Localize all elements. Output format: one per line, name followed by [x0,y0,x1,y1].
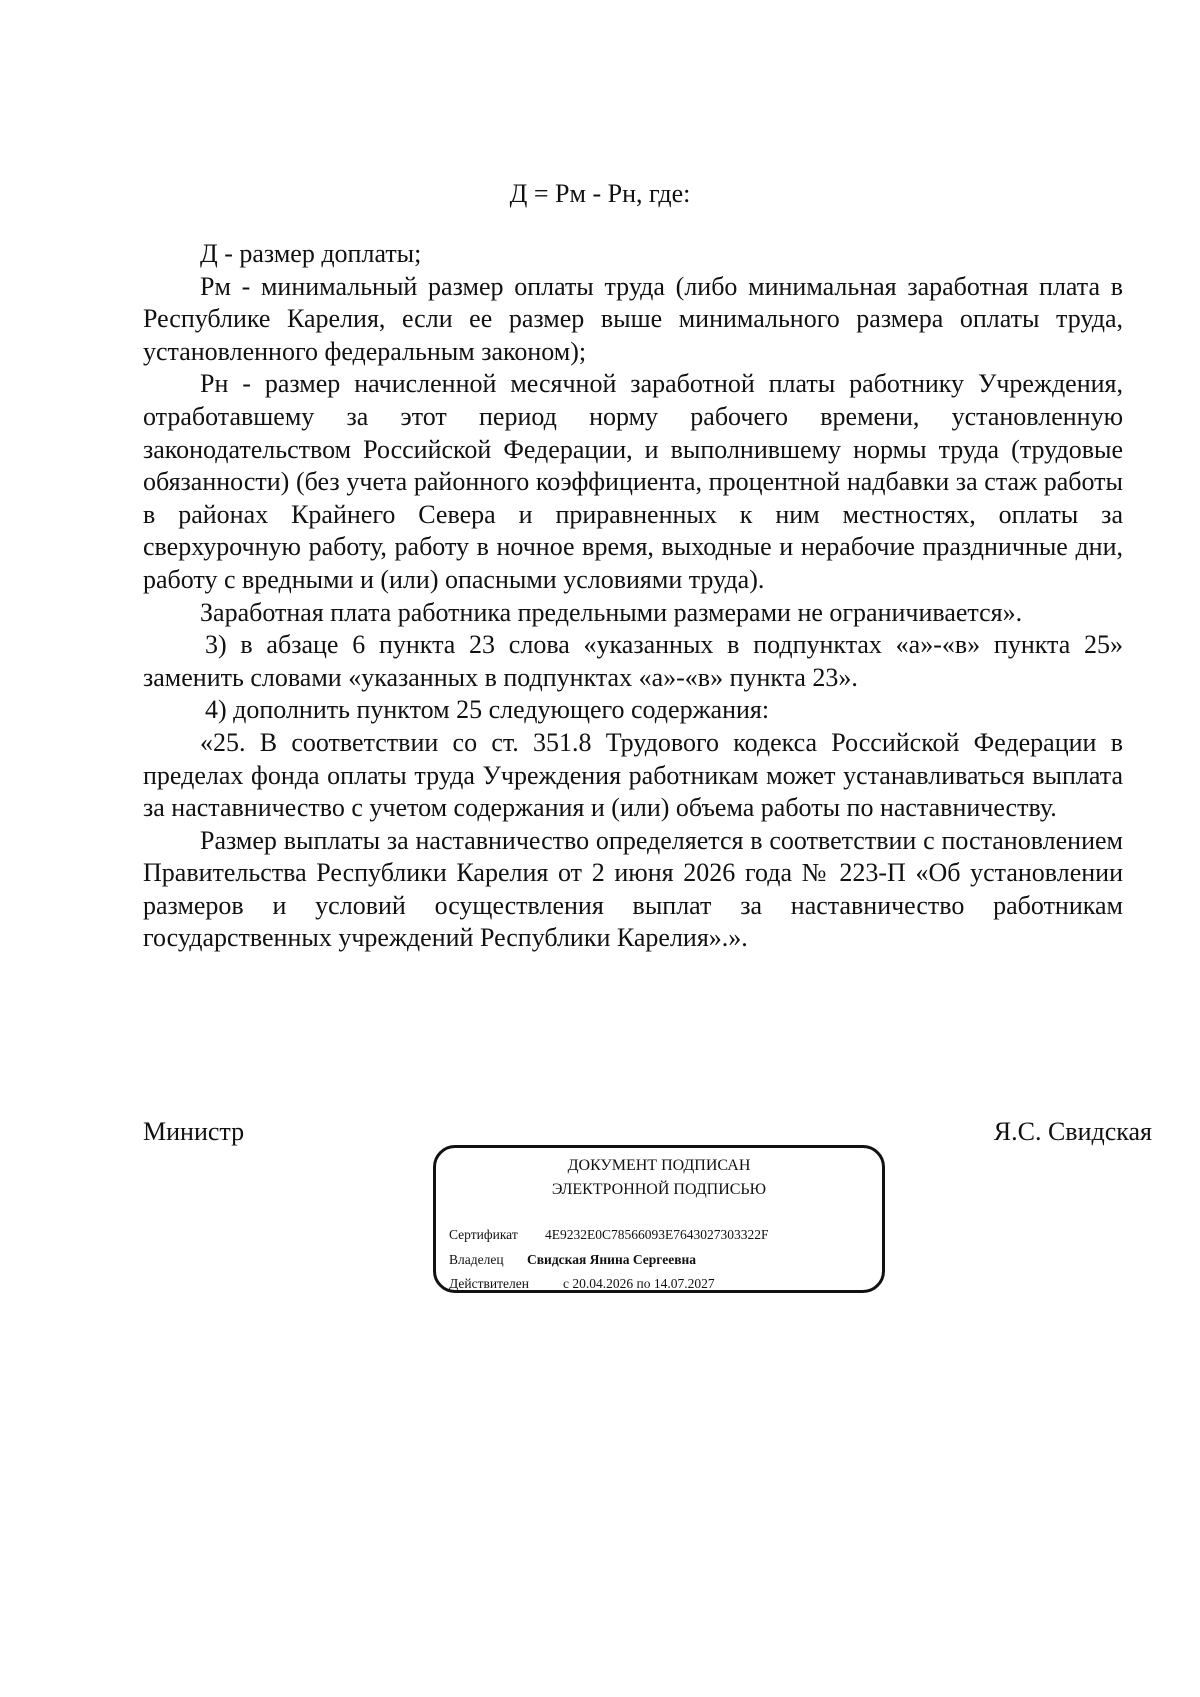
paragraph-item-3: 3) в абзаце 6 пункта 23 слова «указанных в подпунктах «а»-«в» пункта 25» заменить словами «указанных в подпунктах «а»-«в» пункта 23». [143,630,1123,692]
stamp-details [449,1223,769,1297]
paragraph-item-4: 4) дополнить пунктом 25 следующего содержания: [205,695,770,725]
paragraph-point-25: «25. В соответствии со ст. 351.8 Трудового кодекса Российской Федерации в пределах фонда оплаты труда Учреждения работникам может устанавливаться выплата за наставничество с учетом содержания и (или) объема работы по наставничеству. [143,727,1123,823]
stamp-validity-row [449,1272,769,1297]
paragraph-mentorship-payment: Размер выплаты за наставничество определяется в соответствии с постановлением Правительства Республики Карелия от 2 июня 2026 года № 223-П «Об установлении размеров и условий осуществления выплат за наставничество работникам государственных учреждений Республики Карелия».». [143,825,1123,953]
paragraph-d-definition: Д - размер доплаты; [200,239,422,268]
signatory-title: Министр [143,1117,245,1146]
owner-label: Владелец [449,1251,504,1267]
formula-line: Д = Рм - Рн, где: [509,179,691,208]
stamp-header-line-2: ЭЛЕКТРОННОЙ ПОДПИСЬЮ [551,1181,767,1198]
stamp-header-line-1: ДОКУМЕНТ ПОДПИСАН [567,1157,751,1174]
stamp-header [436,1154,882,1202]
certificate-label: Сертификат [449,1227,518,1242]
paragraph-rn-definition: Рн - размер начисленной месячной заработной платы работнику Учреждения, отработавшему за этот период норму рабочего времени, установленную законодательством Российской Федерации, и выполнившему нормы труда (трудовые обязанности) (без учета районного коэффициента, процентной надбавки за стаж работы в районах Крайнего Севера и приравненных к ним местностях, оплаты за сверхурочную работу, работу в ночное время, выходные и нерабочие праздничные дни, работу с вредными и (или) опасными условиями труда). [143,369,1123,594]
validity-label: Действителен [449,1276,529,1291]
certificate-value: 4E9232E0C78566093E7643027303322F [545,1227,769,1242]
owner-value: Свидская Янина Сергеевна [527,1251,697,1267]
validity-value: с 20.04.2026 по 14.07.2027 [563,1276,715,1291]
electronic-signature-stamp [433,1145,885,1293]
paragraph-rm-definition: Рм - минимальный размер оплаты труда (либо минимальная заработная плата в Республике Карелия, если ее размер выше минимального размера оплаты труда, установленного федеральным законом); [143,271,1123,366]
paragraph-salary-limit: Заработная плата работника предельными размерами не ограничивается». [200,597,1023,627]
document-body [143,238,1123,955]
stamp-certificate-row [449,1223,769,1248]
stamp-owner-row [449,1248,769,1273]
signatory-name: Я.С. Свидская [993,1117,1152,1146]
